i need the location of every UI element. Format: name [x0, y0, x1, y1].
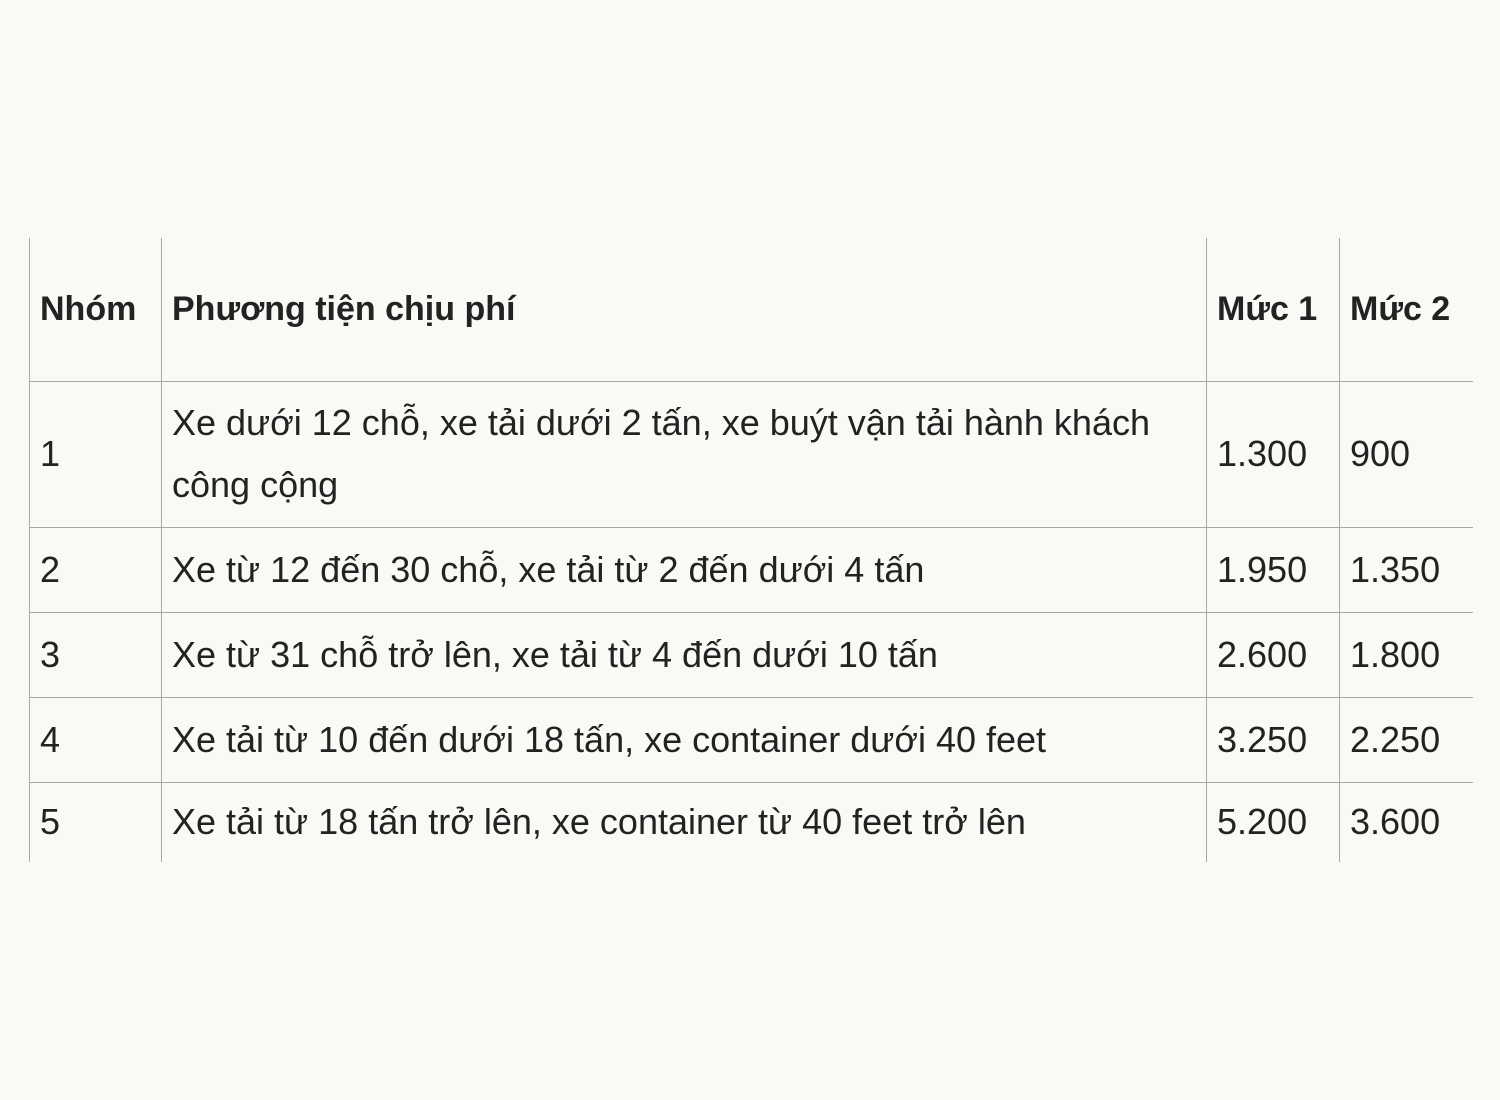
table-row — [30, 381, 1473, 527]
cell-group: 4 — [30, 697, 162, 782]
table-row — [30, 782, 1473, 862]
table-row — [30, 612, 1473, 697]
cell-level-1: 5.200 — [1207, 782, 1340, 862]
header-vehicle: Phương tiện chịu phí — [162, 238, 1207, 381]
cell-vehicle: Xe tải từ 18 tấn trở lên, xe container từ 40 feet trở lên — [162, 782, 1207, 862]
cell-group: 1 — [30, 381, 162, 527]
cell-vehicle: Xe tải từ 10 đến dưới 18 tấn, xe container dưới 40 feet — [162, 697, 1207, 782]
cell-level-2: 1.800 — [1340, 612, 1473, 697]
cell-vehicle: Xe từ 31 chỗ trở lên, xe tải từ 4 đến dưới 10 tấn — [162, 612, 1207, 697]
cell-level-1: 1.300 — [1207, 381, 1340, 527]
cell-level-1: 3.250 — [1207, 697, 1340, 782]
fee-table — [29, 238, 1473, 862]
cell-group: 2 — [30, 527, 162, 612]
cell-level-1: 2.600 — [1207, 612, 1340, 697]
cell-level-1: 1.950 — [1207, 527, 1340, 612]
cell-level-2: 2.250 — [1340, 697, 1473, 782]
cell-level-2: 1.350 — [1340, 527, 1473, 612]
cell-level-2: 3.600 — [1350, 801, 1441, 843]
header-level-2: Mức 2 — [1340, 238, 1473, 381]
table-row — [30, 697, 1473, 782]
cell-vehicle: Xe từ 12 đến 30 chỗ, xe tải từ 2 đến dưới 4 tấn — [162, 527, 1207, 612]
cell-level-2: 900 — [1340, 381, 1473, 527]
header-level-1: Mức 1 — [1207, 238, 1340, 381]
table-row — [30, 527, 1473, 612]
cell-vehicle: Xe dưới 12 chỗ, xe tải dưới 2 tấn, xe buýt vận tải hành khách công cộng — [162, 381, 1207, 527]
cell-group: 5 — [30, 782, 162, 862]
header-group: Nhóm — [30, 238, 162, 381]
cell-group: 3 — [30, 612, 162, 697]
header-row — [30, 238, 1473, 381]
